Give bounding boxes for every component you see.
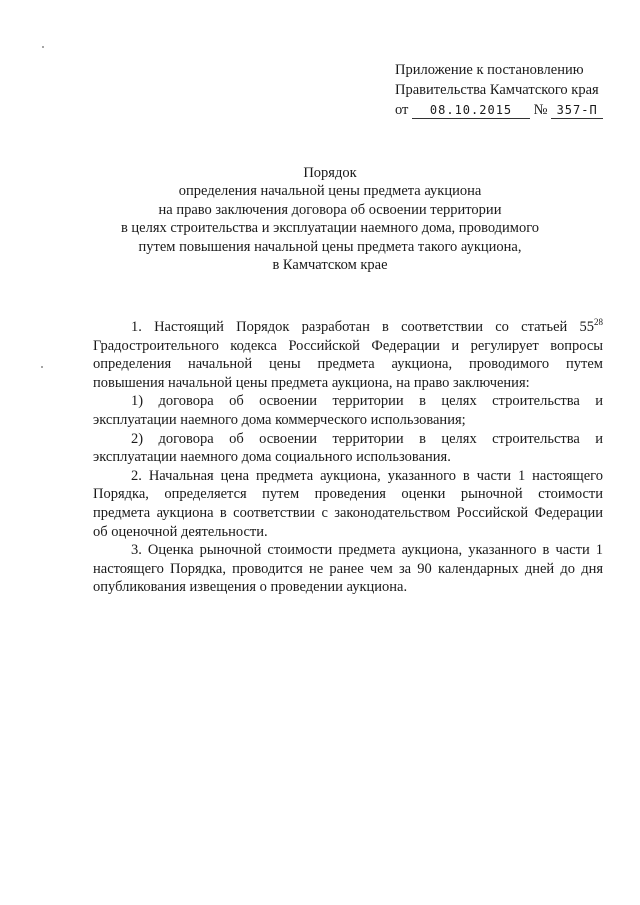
paragraph-line-text: 1. Настоящий Порядок разработан в соответствии со статьей 55 <box>131 319 594 335</box>
appendix-header <box>395 60 625 120</box>
appendix-date-line <box>395 100 625 120</box>
appendix-line-2: Правительства Камчатского края <box>395 82 599 98</box>
from-label: от <box>395 102 409 118</box>
title-line: определения начальной цены предмета аукциона <box>178 183 482 200</box>
paragraph-line: эксплуатации наемного дома социального использования. <box>93 449 451 466</box>
paragraph-line: 3. Оценка рыночной стоимости предмета аукциона, указанного в части 1 <box>131 542 603 559</box>
scan-speck <box>41 366 43 368</box>
paragraph-line: эксплуатации наемного дома коммерческого использования; <box>93 411 466 428</box>
paragraph-3 <box>93 541 603 597</box>
resolution-number-value: 357-П <box>556 103 598 117</box>
title-line: в Камчатском крае <box>272 257 388 274</box>
paragraph-line: 2) договора об освоении территории в целях строительства и <box>131 430 603 447</box>
title-line: Порядок <box>303 165 357 181</box>
resolution-date <box>412 103 530 119</box>
article-superscript: 28 <box>594 317 603 327</box>
paragraph-line <box>93 318 603 337</box>
document-title <box>60 164 600 274</box>
resolution-date-value: 08.10.2015 <box>429 103 513 117</box>
document-body <box>93 318 603 597</box>
title-line: на право заключения договора об освоении территории <box>158 201 502 218</box>
paragraph-line: Градостроительного кодекса Российской Федерации и регулирует вопросы <box>93 337 603 354</box>
paragraph-line: определения начальной цены предмета аукциона, проводимого путем <box>93 356 603 373</box>
resolution-number <box>551 103 603 119</box>
paragraph-1-item-1 <box>93 392 603 429</box>
appendix-line-1: Приложение к постановлению <box>395 62 584 78</box>
paragraph-1 <box>93 318 603 392</box>
paragraph-line: повышения начальной цены предмета аукциона, на право заключения: <box>93 374 530 391</box>
title-line: путем повышения начальной цены предмета такого аукциона, <box>138 238 522 255</box>
paragraph-line: настоящего Порядка, проводится не ранее чем за 90 календарных дней до дня <box>93 560 603 577</box>
title-line: в целях строительства и эксплуатации наемного дома, проводимого <box>120 220 540 237</box>
number-label: № <box>533 102 548 118</box>
paragraph-line: опубликования извещения о проведении аукциона. <box>93 579 408 596</box>
paragraph-line: 2. Начальная цена предмета аукциона, указанного в части 1 настоящего <box>131 467 603 484</box>
paragraph-1-item-2 <box>93 430 603 467</box>
paragraph-2 <box>93 467 603 541</box>
scan-speck <box>42 46 44 48</box>
paragraph-line: об оценочной деятельности. <box>93 523 268 540</box>
paragraph-line: Порядка, определяется путем проведения оценки рыночной стоимости <box>93 486 603 503</box>
paragraph-line: 1) договора об освоении территории в целях строительства и <box>131 393 603 410</box>
paragraph-line: предмета аукциона в соответствии с законодательством Российской Федерации <box>93 504 603 521</box>
